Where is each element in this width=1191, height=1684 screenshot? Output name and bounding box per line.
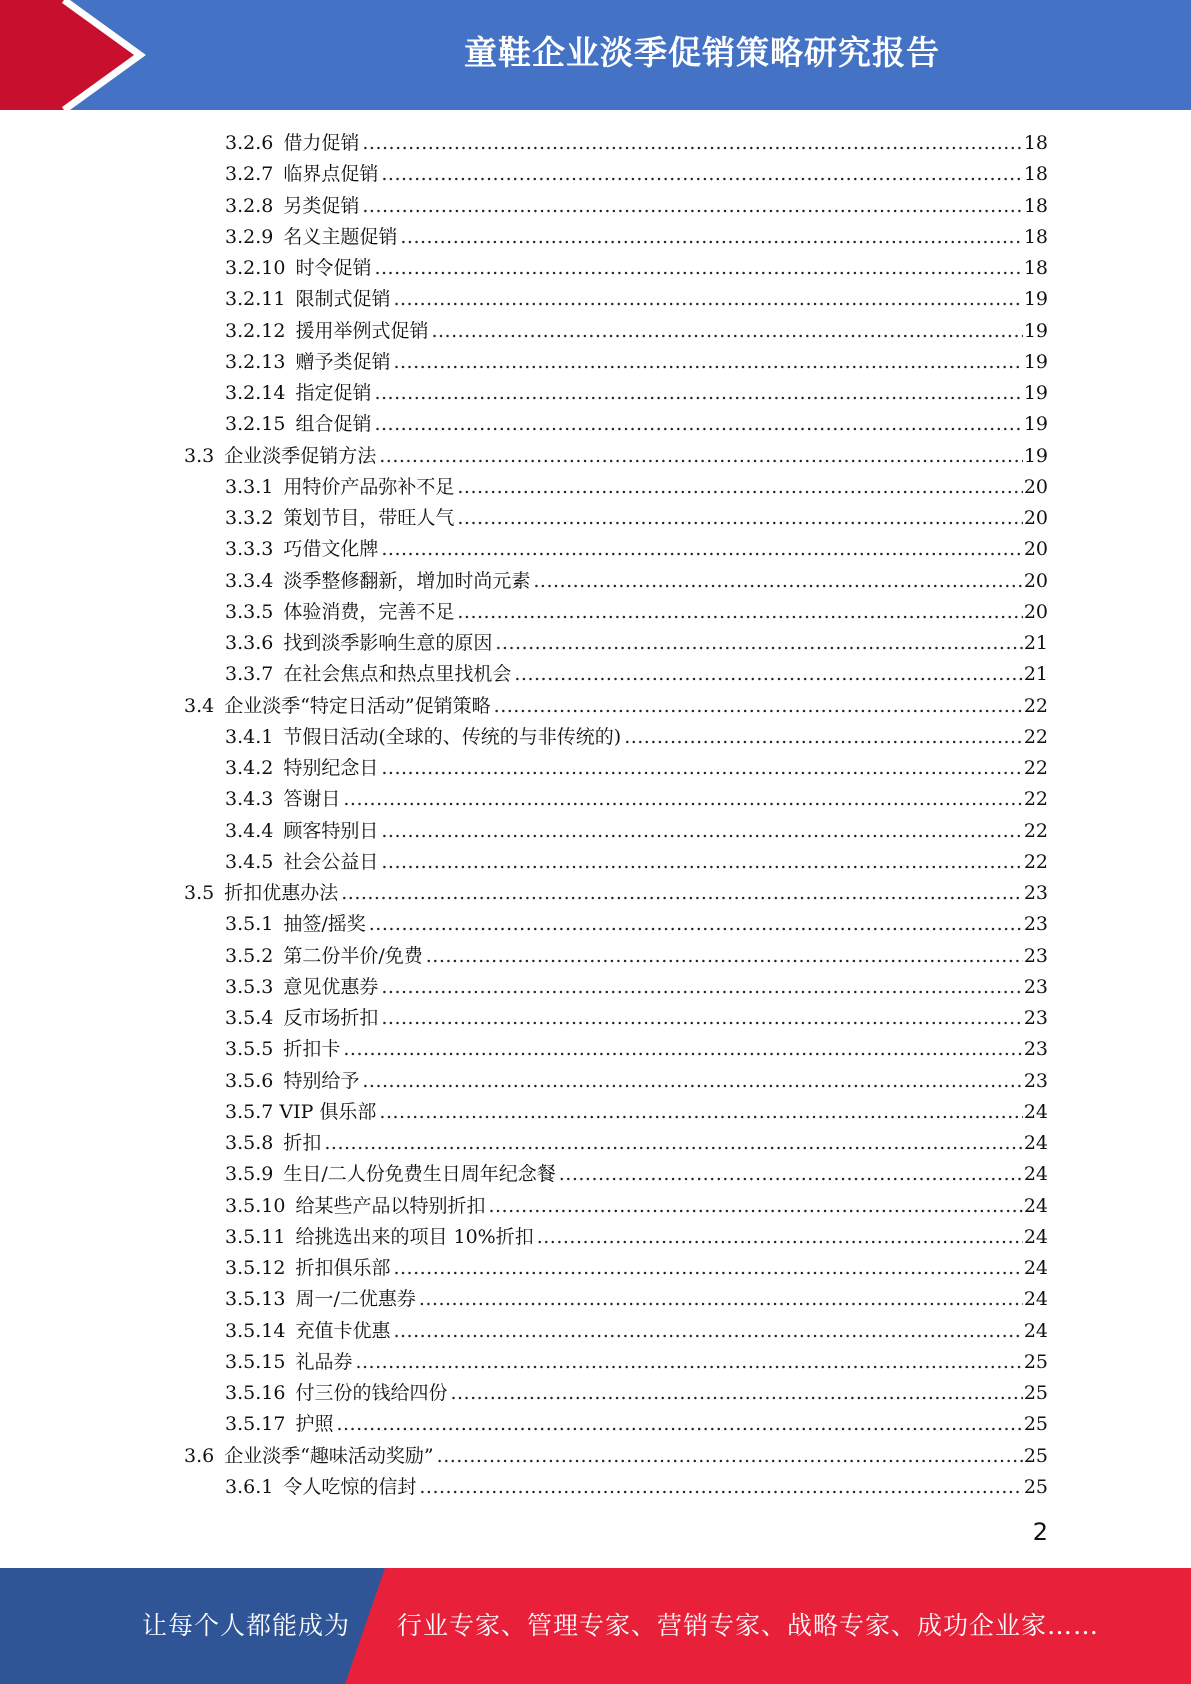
toc-dot-leader [362,1066,1022,1097]
toc-entry-page: 23 [1023,1038,1048,1061]
toc-entry-title: 淡季整修翻新，增加时尚元素 [283,569,531,592]
toc-entry-number: 3.5.13 [225,1288,286,1311]
toc-entry-page: 22 [1023,850,1048,873]
toc-entry-page: 24 [1023,1100,1048,1123]
toc-entry[interactable] [0,1441,1191,1472]
toc-entry[interactable] [0,534,1191,565]
toc-entry-title: 给挑选出来的项目 10%折扣 [295,1225,534,1248]
toc-entry-page: 24 [1023,1194,1048,1217]
toc-dot-leader [381,1003,1022,1034]
toc-entry-number: 3.3.5 [225,600,274,623]
toc-entry-number: 3.3.3 [225,538,274,561]
toc-entry[interactable] [0,128,1191,159]
toc-entry[interactable] [0,1034,1191,1065]
toc-entry[interactable] [0,1003,1191,1034]
toc-entry[interactable] [0,628,1191,659]
toc-entry[interactable] [0,1128,1191,1159]
toc-dot-leader [457,472,1022,503]
toc-entry-page: 23 [1023,944,1048,967]
toc-entry[interactable] [0,1253,1191,1284]
toc-entry-title: 企业淡季“趣味活动奖励” [224,1444,434,1467]
toc-entry[interactable] [0,284,1191,315]
toc-entry-page: 19 [1023,382,1048,404]
toc-entry-title: 礼品券 [295,1350,353,1373]
toc-entry[interactable] [0,503,1191,534]
toc-entry-page: 18 [1023,194,1048,217]
toc-dot-leader [362,128,1022,159]
toc-entry[interactable] [0,722,1191,753]
toc-entry-number: 3.4 [184,694,215,717]
toc-entry-title: 护照 [295,1413,334,1436]
toc-entry-title: 抽签/摇奖 [283,913,366,936]
toc-dot-leader [374,378,1022,409]
toc-dot-leader [400,222,1022,253]
toc-entry[interactable] [0,472,1191,503]
toc-entry-number: 3.2.6 [225,132,274,154]
footer-slogan-right: 行业专家、管理专家、营销专家、战略专家、成功企业家…… [397,1611,1100,1640]
toc-entry-page: 24 [1023,1132,1048,1154]
toc-entry-number: 3.4.4 [225,819,274,842]
toc-entry-number: 3.4.5 [225,850,274,873]
toc-entry[interactable] [0,659,1191,690]
toc-dot-leader [431,316,1022,347]
toc-entry[interactable] [0,1222,1191,1253]
toc-entry[interactable] [0,972,1191,1003]
toc-entry-page: 20 [1023,600,1048,623]
toc-entry-title: 用特价产品弥补不足 [283,475,455,498]
toc-entry[interactable] [0,753,1191,784]
toc-entry-page: 23 [1023,1069,1048,1092]
toc-entry-number: 3.5.3 [225,975,274,998]
toc-entry-number: 3.3 [184,444,215,467]
toc-entry-page: 24 [1023,1225,1048,1248]
toc-entry-number: 3.5.7 [225,1100,274,1123]
toc-dot-leader [381,159,1022,190]
toc-entry-title: 借力促销 [283,132,360,154]
toc-entry-number: 3.3.1 [225,475,274,498]
toc-dot-leader [341,878,1023,909]
toc-entry-number: 3.2.8 [225,194,274,217]
toc-dot-leader [437,1441,1023,1472]
toc-entry-number: 3.2.11 [225,288,286,311]
toc-dot-leader [419,1472,1022,1503]
toc-entry-page: 20 [1023,538,1048,561]
toc-entry[interactable] [0,691,1191,722]
toc-entry-page: 22 [1023,694,1048,717]
toc-entry-number: 3.5.4 [225,1007,274,1029]
toc-entry-number: 3.2.12 [225,319,286,342]
toc-entry[interactable] [0,1284,1191,1315]
toc-entry-page: 24 [1023,1319,1048,1342]
toc-entry[interactable] [0,909,1191,940]
toc-entry-title: 另类促销 [283,194,360,217]
toc-dot-leader [494,691,1023,722]
toc-dot-leader [379,441,1023,472]
toc-entry-number: 3.4.3 [225,788,274,811]
toc-dot-leader [379,1097,1022,1128]
toc-entry[interactable] [0,191,1191,222]
toc-entry-number: 3.6 [184,1444,215,1467]
toc-entry-number: 3.5.6 [225,1069,274,1092]
toc-dot-leader [362,191,1022,222]
toc-entry-page: 25 [1023,1444,1048,1467]
toc-entry-page: 18 [1023,257,1048,279]
toc-entry-number: 3.5.8 [225,1132,274,1154]
toc-entry[interactable] [0,941,1191,972]
toc-entry-number: 3.4.1 [225,725,274,748]
toc-entry-page: 24 [1023,1288,1048,1311]
toc-entry-number: 3.6.1 [225,1475,274,1498]
toc-entry[interactable] [0,1066,1191,1097]
toc-entry[interactable] [0,1097,1191,1128]
toc-entry-title: 折扣优惠办法 [224,882,339,904]
page-footer [0,1568,1191,1684]
toc-dot-leader [336,1409,1022,1440]
toc-entry[interactable] [0,316,1191,347]
toc-entry[interactable] [0,847,1191,878]
toc-entry-number: 3.5.17 [225,1413,286,1436]
toc-entry-number: 3.2.7 [225,163,274,186]
toc-entry-title: 赠予类促销 [295,350,391,373]
toc-entry-page: 25 [1023,1350,1048,1373]
toc-entry-number: 3.5.12 [225,1257,286,1279]
report-title: 童鞋企业淡季促销策略研究报告 [464,33,940,72]
toc-entry-number: 3.5 [184,882,215,904]
toc-dot-leader [514,659,1022,690]
page-header [0,0,1191,110]
toc-entry-number: 3.2.14 [225,382,286,404]
toc-dot-leader [324,1128,1022,1159]
toc-entry-page: 18 [1023,163,1048,186]
toc-entry[interactable] [0,566,1191,597]
toc-entry[interactable] [0,1472,1191,1503]
toc-entry-page: 25 [1023,1413,1048,1436]
toc-entry-number: 3.4.2 [225,757,274,779]
toc-entry-page: 20 [1023,507,1048,529]
toc-entry-number: 3.5.1 [225,913,274,936]
toc-entry-number: 3.5.10 [225,1194,286,1217]
toc-entry-number: 3.3.4 [225,569,274,592]
toc-entry-number: 3.5.9 [225,1163,274,1186]
toc-entry-page: 19 [1023,319,1048,342]
toc-entry-page: 19 [1023,350,1048,373]
toc-dot-leader [393,1316,1022,1347]
toc-entry-title: 策划节目，带旺人气 [283,507,455,529]
toc-dot-leader [488,1191,1022,1222]
toc-entry-title: 付三份的钱给四份 [295,1382,448,1404]
toc-entry-title: 折扣 [283,1132,322,1154]
toc-entry-title: 巧借文化牌 [283,538,379,561]
toc-dot-leader [419,1284,1023,1315]
toc-dot-leader [374,253,1022,284]
toc-entry-number: 3.5.16 [225,1382,286,1404]
toc-entry[interactable] [0,597,1191,628]
toc-dot-leader [624,722,1023,753]
toc-dot-leader [369,909,1023,940]
toc-dot-leader [393,347,1022,378]
toc-entry-page: 23 [1023,882,1048,904]
toc-entry-page: 24 [1023,1257,1048,1279]
toc-dot-leader [457,503,1022,534]
toc-entry-title: 折扣卡 [283,1038,341,1061]
toc-entry-page: 19 [1023,288,1048,311]
toc-entry[interactable] [0,159,1191,190]
toc-entry-page: 20 [1023,475,1048,498]
toc-dot-leader [381,847,1022,878]
toc-entry-number: 3.3.7 [225,663,274,686]
toc-entry-number: 3.5.11 [225,1225,286,1248]
toc-dot-leader [374,409,1022,440]
page-number: 2 [1032,1518,1048,1546]
toc-entry-page: 19 [1023,413,1048,436]
toc-entry-title: 令人吃惊的信封 [283,1475,417,1498]
footer-slogan-left: 让每个人都能成为 [142,1611,351,1640]
toc-dot-leader [559,1159,1023,1190]
toc-entry-title: VIP 俱乐部 [279,1100,377,1123]
toc-entry-title: 节假日活动(全球的、传统的与非传统的) [283,725,622,748]
toc-entry[interactable] [0,784,1191,815]
toc-entry[interactable] [0,1378,1191,1409]
toc-entry-title: 援用举例式促销 [295,319,429,342]
toc-entry-number: 3.5.5 [225,1038,274,1061]
toc-entry[interactable] [0,347,1191,378]
toc-entry-title: 在社会焦点和热点里找机会 [283,663,512,686]
toc-entry[interactable] [0,878,1191,909]
toc-entry-page: 18 [1023,132,1048,154]
toc-entry-title: 意见优惠券 [283,975,379,998]
toc-entry-title: 限制式促销 [295,288,391,311]
toc-entry-title: 指定促销 [295,382,372,404]
toc-dot-leader [381,753,1022,784]
toc-entry-page: 20 [1023,569,1048,592]
toc-entry-page: 22 [1023,725,1048,748]
toc-entry-title: 生日/二人份免费生日周年纪念餐 [283,1163,556,1186]
toc-dot-leader [533,566,1022,597]
toc-entry-number: 3.2.9 [225,225,274,248]
toc-entry-page: 23 [1023,975,1048,998]
toc-entry[interactable] [0,1159,1191,1190]
toc-entry-title: 充值卡优惠 [295,1319,391,1342]
toc-dot-leader [393,284,1022,315]
toc-entry-page: 21 [1023,663,1048,686]
toc-entry-title: 时令促销 [295,257,372,279]
toc-entry-page: 21 [1023,632,1048,654]
toc-dot-leader [393,1253,1022,1284]
toc-entry-page: 25 [1023,1382,1048,1404]
toc-entry[interactable] [0,816,1191,847]
toc-entry[interactable] [0,441,1191,472]
toc-entry-number: 3.2.15 [225,413,286,436]
toc-dot-leader [381,534,1022,565]
toc-entry-page: 23 [1023,1007,1048,1029]
toc-entry-title: 名义主题促销 [283,225,398,248]
toc-entry[interactable] [0,253,1191,284]
toc-dot-leader [450,1378,1022,1409]
toc-entry-number: 3.5.14 [225,1319,286,1342]
toc-dot-leader [381,972,1022,1003]
toc-entry-title: 特别纪念日 [283,757,379,779]
toc-entry-title: 第二份半价/免费 [283,944,423,967]
toc-entry-title: 给某些产品以特别折扣 [295,1194,486,1217]
toc-entry-number: 3.5.15 [225,1350,286,1373]
toc-entry-number: 3.2.13 [225,350,286,373]
toc-entry-title: 企业淡季“特定日活动”促销策略 [224,694,491,717]
toc-dot-leader [457,597,1022,628]
toc-entry-number: 3.5.2 [225,944,274,967]
toc-entry[interactable] [0,1347,1191,1378]
toc-entry-page: 22 [1023,757,1048,779]
toc-dot-leader [381,816,1022,847]
toc-entry-title: 找到淡季影响生意的原因 [283,632,493,654]
toc-entry-number: 3.2.10 [225,257,286,279]
toc-dot-leader [343,784,1022,815]
toc-entry-title: 社会公益日 [283,850,379,873]
toc-entry-page: 19 [1023,444,1048,467]
toc-entry[interactable] [0,1409,1191,1440]
toc-entry-number: 3.3.6 [225,632,274,654]
toc-entry-page: 23 [1023,913,1048,936]
toc-entry-title: 反市场折扣 [283,1007,379,1029]
toc-entry-title: 体验消费，完善不足 [283,600,455,623]
table-of-contents [0,128,1191,1503]
toc-entry[interactable] [0,1191,1191,1222]
red-arrow-logo-icon [0,0,160,110]
toc-entry-title: 组合促销 [295,413,372,436]
toc-entry[interactable] [0,378,1191,409]
toc-entry-title: 折扣俱乐部 [295,1257,391,1279]
toc-entry[interactable] [0,222,1191,253]
toc-entry[interactable] [0,1316,1191,1347]
toc-entry-number: 3.3.2 [225,507,274,529]
toc-entry-title: 特别给予 [283,1069,360,1092]
toc-entry-title: 临界点促销 [283,163,379,186]
toc-entry-page: 18 [1023,225,1048,248]
toc-entry-page: 22 [1023,819,1048,842]
toc-dot-leader [495,628,1022,659]
toc-entry-title: 周一/二优惠券 [295,1288,416,1311]
toc-dot-leader [355,1347,1022,1378]
toc-entry[interactable] [0,409,1191,440]
toc-entry-page: 24 [1023,1163,1048,1186]
toc-dot-leader [343,1034,1022,1065]
toc-entry-title: 企业淡季促销方法 [224,444,377,467]
toc-dot-leader [537,1222,1023,1253]
toc-entry-title: 答谢日 [283,788,341,811]
toc-entry-page: 25 [1023,1475,1048,1498]
toc-entry-title: 顾客特别日 [283,819,379,842]
toc-entry-page: 22 [1023,788,1048,811]
toc-dot-leader [426,941,1023,972]
